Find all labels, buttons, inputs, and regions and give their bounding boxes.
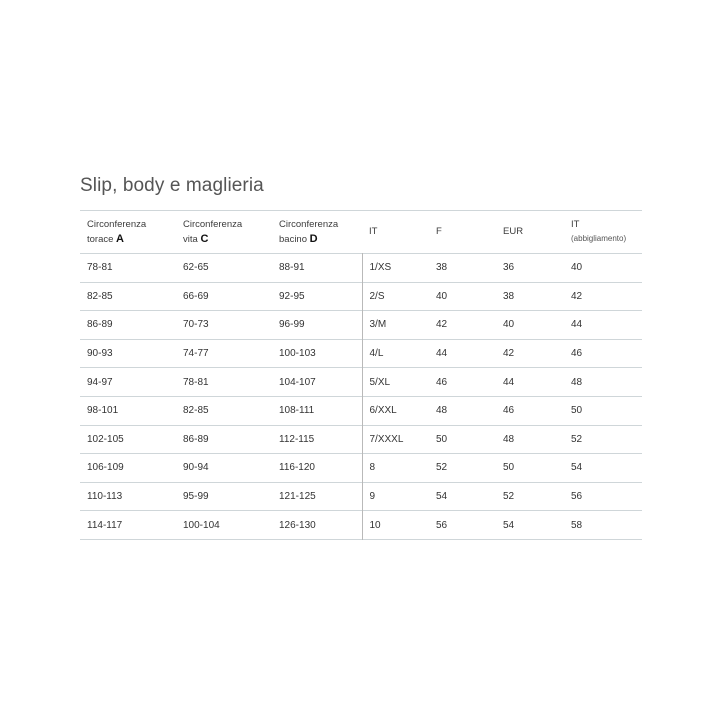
it-clothing-size-cell: 54	[571, 462, 583, 474]
table-row	[80, 482, 642, 511]
hip-cell: 100-103	[279, 348, 316, 360]
page-title: Slip, body e maglieria	[80, 175, 264, 196]
waist-cell: 74-77	[183, 348, 209, 360]
it-size-cell: 3/M	[362, 311, 429, 340]
it-clothing-size-cell: 44	[571, 319, 583, 331]
header-letter: D	[309, 232, 318, 245]
header-label: Circonferenza	[183, 218, 243, 230]
it-size-cell: 8	[362, 454, 429, 483]
header-sublabel: (abbigliamento)	[571, 234, 627, 243]
chest-cell: 82-85	[87, 290, 113, 302]
it-size-cell: 7/XXXL	[362, 425, 429, 454]
it-size-cell: 10	[362, 511, 429, 540]
waist-cell: 62-65	[183, 262, 209, 274]
f-size-cell: 38	[436, 262, 448, 274]
f-size-cell: 42	[436, 319, 448, 331]
it-clothing-size-cell: 40	[571, 262, 583, 274]
waist-cell: 95-99	[183, 491, 209, 503]
eur-size-cell: 40	[503, 319, 515, 331]
eur-size-cell: 42	[503, 348, 515, 360]
it-size-cell: 4/L	[362, 339, 429, 368]
table-header-row	[80, 211, 642, 254]
eur-size-cell: 44	[503, 376, 515, 388]
header-letter: A	[116, 232, 124, 245]
header-label: IT	[571, 219, 580, 230]
header-sublabel: torace	[87, 233, 114, 245]
header-waist-circumference	[176, 211, 272, 254]
f-size-cell: 46	[436, 376, 448, 388]
hip-cell: 96-99	[279, 319, 305, 331]
table-row	[80, 282, 642, 311]
table-row	[80, 396, 642, 425]
hip-cell: 112-115	[279, 433, 315, 445]
hip-cell: 88-91	[279, 262, 305, 274]
chest-cell: 102-105	[87, 433, 124, 445]
f-size-cell: 54	[436, 491, 448, 503]
eur-size-cell: 50	[503, 462, 515, 474]
size-chart-table	[80, 210, 642, 540]
f-size-cell: 44	[436, 348, 448, 360]
waist-cell: 100-104	[183, 519, 220, 531]
table-row	[80, 254, 642, 283]
header-eur-size	[496, 211, 564, 254]
it-size-cell: 6/XXL	[362, 396, 429, 425]
header-sublabel: vita	[183, 233, 198, 245]
header-chest-circumference	[80, 211, 176, 254]
eur-size-cell: 38	[503, 290, 515, 302]
table-row	[80, 454, 642, 483]
it-clothing-size-cell: 52	[571, 433, 583, 445]
it-clothing-size-cell: 58	[571, 519, 583, 531]
f-size-cell: 52	[436, 462, 448, 474]
hip-cell: 116-120	[279, 462, 315, 474]
table-row	[80, 339, 642, 368]
it-size-cell: 5/XL	[362, 368, 429, 397]
table-body	[80, 254, 642, 540]
waist-cell: 78-81	[183, 376, 209, 388]
chest-cell: 94-97	[87, 376, 113, 388]
header-letter: C	[200, 232, 209, 245]
eur-size-cell: 48	[503, 433, 515, 445]
chest-cell: 98-101	[87, 405, 119, 417]
table-row	[80, 425, 642, 454]
chest-cell: 86-89	[87, 319, 113, 331]
header-hip-circumference	[272, 211, 362, 254]
it-size-cell: 9	[362, 482, 429, 511]
it-size-cell: 1/XS	[362, 254, 429, 283]
it-clothing-size-cell: 48	[571, 376, 583, 388]
eur-size-cell: 46	[503, 405, 515, 417]
header-sublabel: bacino	[279, 233, 307, 245]
table-row	[80, 368, 642, 397]
chest-cell: 90-93	[87, 348, 113, 360]
hip-cell: 121-125	[279, 491, 316, 503]
header-it-clothing-size	[564, 211, 642, 254]
hip-cell: 104-107	[279, 376, 316, 388]
waist-cell: 70-73	[183, 319, 209, 331]
table-row	[80, 511, 642, 540]
header-label: EUR	[503, 226, 524, 237]
header-label: Circonferenza	[279, 218, 339, 230]
eur-size-cell: 52	[503, 491, 515, 503]
header-label: F	[436, 226, 442, 237]
eur-size-cell: 54	[503, 519, 515, 531]
header-label: Circonferenza	[87, 218, 147, 230]
header-it-size	[362, 211, 429, 254]
hip-cell: 108-111	[279, 405, 315, 417]
header-f-size	[429, 211, 496, 254]
f-size-cell: 40	[436, 290, 448, 302]
chest-cell: 106-109	[87, 462, 124, 474]
it-clothing-size-cell: 46	[571, 348, 583, 360]
chest-cell: 114-117	[87, 519, 123, 531]
table-row	[80, 311, 642, 340]
chest-cell: 110-113	[87, 491, 123, 503]
waist-cell: 66-69	[183, 290, 209, 302]
eur-size-cell: 36	[503, 262, 515, 274]
hip-cell: 92-95	[279, 290, 305, 302]
it-clothing-size-cell: 50	[571, 405, 583, 417]
it-clothing-size-cell: 42	[571, 290, 583, 302]
f-size-cell: 56	[436, 519, 448, 531]
waist-cell: 90-94	[183, 462, 209, 474]
it-clothing-size-cell: 56	[571, 491, 583, 503]
chest-cell: 78-81	[87, 262, 113, 274]
f-size-cell: 50	[436, 433, 448, 445]
waist-cell: 86-89	[183, 433, 209, 445]
header-label: IT	[369, 226, 378, 237]
waist-cell: 82-85	[183, 405, 209, 417]
it-size-cell: 2/S	[362, 282, 429, 311]
hip-cell: 126-130	[279, 519, 316, 531]
f-size-cell: 48	[436, 405, 448, 417]
